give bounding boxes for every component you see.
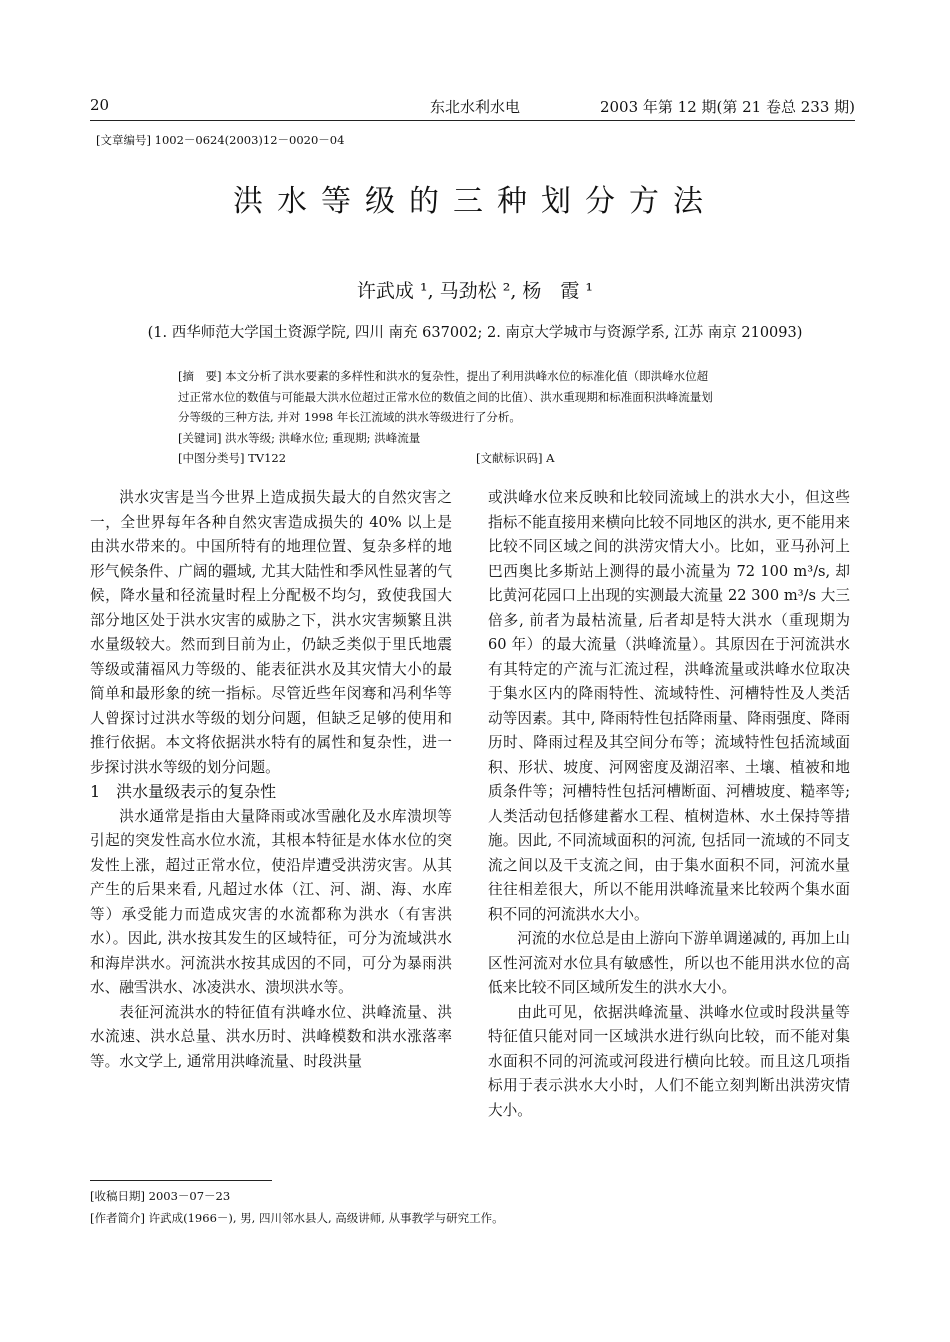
body-paragraph: 表征河流洪水的特征值有洪峰水位、洪峰流量、洪水流速、洪水总量、洪水历时、洪峰模数和洪水涨落率等。水文学上, 通常用洪峰流量、时段洪量	[90, 1003, 452, 1070]
paper-title: 洪水等级的三种划分方法	[233, 184, 717, 219]
body-paragraph: 河流的水位总是由上游向下游单调递减的, 再加上山区性河流对水位具有敏感性，所以也不能用洪水位的高低来比较不同区域所发生的洪水大小。	[488, 930, 850, 996]
issue-info: 2003 年第 12 期(第 21 卷总 233 期)	[599, 98, 855, 116]
left-column	[90, 486, 452, 1074]
body-paragraph: 由此可见，依据洪峰流量、洪峰水位或时段洪量等特征值只能对同一区域洪水进行纵向比较，而不能对集水面积不同的河流或河段进行横向比较。而且这几项指标用于表示洪水大小时，人们不能立刻判断出洪涝灾情大小。	[488, 1003, 850, 1119]
intro-paragraph: 洪水灾害是当今世界上造成损失最大的自然灾害之一，全世界每年各种自然灾害造成损失的 40% 以上是由洪水带来的。中国所特有的地理位置、复杂多样的地形气候条件、广阔的疆域, 尤其大陆性和季风性显著的气候，降水量和径流量时程上分配极不均匀，致使我国大部分地区处于洪水灾害的威胁之下，洪水灾害频繁且洪水量级较大。然而到目前为止，仍缺乏类似于里氏地震等级或蒲福风力等级的、能表征洪水及其灾情大小的最简单和最形象的统一指标。尽管近些年闵骞和冯利华等人曾探讨过洪水等级的划分问题，但缺乏足够的使用和推行依据。本文将依据洪水特有的属性和复杂性，进一步探讨洪水等级的划分问题。	[90, 489, 452, 776]
journal-name: 东北水利水电	[429, 98, 520, 116]
right-column	[488, 486, 850, 1123]
author-bio: [作者简介] 许武成(1966－), 男, 四川邻水县人, 高级讲师, 从事教学与研究工作。	[90, 1211, 504, 1225]
keywords: [关键词] 洪水等级; 洪峰水位; 重现期; 洪峰流量	[178, 430, 421, 445]
footnote-rule	[90, 1180, 272, 1181]
abstract-line: [摘 要] 本文分析了洪水要素的多样性和洪水的复杂性，提出了利用洪峰水位的标准化值（即洪峰水位超	[178, 369, 709, 383]
abstract-line: 过正常水位的数值与可能最大洪水位超过正常水位的数值之间的比值）、洪水重现期和标准面积洪峰流量划	[178, 389, 713, 404]
document-code: [文献标识码] A	[476, 451, 555, 465]
affiliation: (1. 西华师范大学国土资源学院, 四川 南充 637002; 2. 南京大学城市与资源学系, 江苏 南京 210093)	[147, 325, 803, 341]
body-paragraph: 或洪峰水位来反映和比较同流域上的洪水大小，但这些指标不能直接用来横向比较不同地区的洪水, 更不能用来比较不同区域之间的洪涝灾情大小。比如，亚马孙河上巴西奥比多斯站上测得的最小流量为 72 100 m³/s, 却比黄河花园口上出现的实测最大流量 22 300 m³/s 大三倍多, 前者为最枯流量, 后者却是特大洪水（重现期为 60 年）的最大流量（洪峰流量）。其原因在于河流洪水有其特定的产流与汇流过程，洪峰流量或洪峰水位取决于集水区内的降雨特性、流域特性、河槽特性及人类活动等因素。其中, 降雨特性包括降雨量、降雨强度、降雨历时、降雨过程及其空间分布等；流域特性包括流域面积、形状、坡度、河网密度及湖沼率、土壤、植被和地质条件等；河槽特性包括河槽断面、河槽坡度、糙率等; 人类活动包括修建蓄水工程、植树造林、水土保持等措施。因此, 不同流域面积的河流, 包括同一流域的不同支流之间以及干支流之间，由于集水面积不同，河流水量往往相差很大，所以不能用洪峰流量来比较两个集水面积不同的河流洪水大小。	[488, 489, 850, 923]
header-rule	[90, 120, 855, 121]
article-id: [文章编号] 1002－0624(2003)12－0020－04	[96, 133, 345, 147]
section-heading: 1 洪水量级表示的复杂性	[90, 782, 277, 801]
received-date: [收稿日期] 2003－07－23	[90, 1189, 231, 1203]
authors: 许武成 ¹, 马劲松 ², 杨 霞 ¹	[356, 280, 594, 302]
abstract	[178, 366, 772, 468]
page-number: 20	[90, 96, 110, 114]
clc-number: [中图分类号] TV122	[178, 451, 287, 465]
abstract-line: 分等级的三种方法, 并对 1998 年长江流域的洪水等级进行了分析。	[178, 410, 521, 424]
body-paragraph: 洪水通常是指由大量降雨或冰雪融化及水库溃坝等引起的突发性高水位水流，其根本特征是水体水位的突发性上涨，超过正常水位，使沿岸遭受洪涝灾害。从其产生的后果来看, 凡超过水体（江、河、湖、海、水库等）承受能力而造成灾害的水流都称为洪水（有害洪水）。因此, 洪水按其发生的区域特征，可分为流域洪水和海岸洪水。河流洪水按其成因的不同，可分为暴雨洪水、融雪洪水、冰凌洪水、溃坝洪水等。	[90, 807, 452, 996]
